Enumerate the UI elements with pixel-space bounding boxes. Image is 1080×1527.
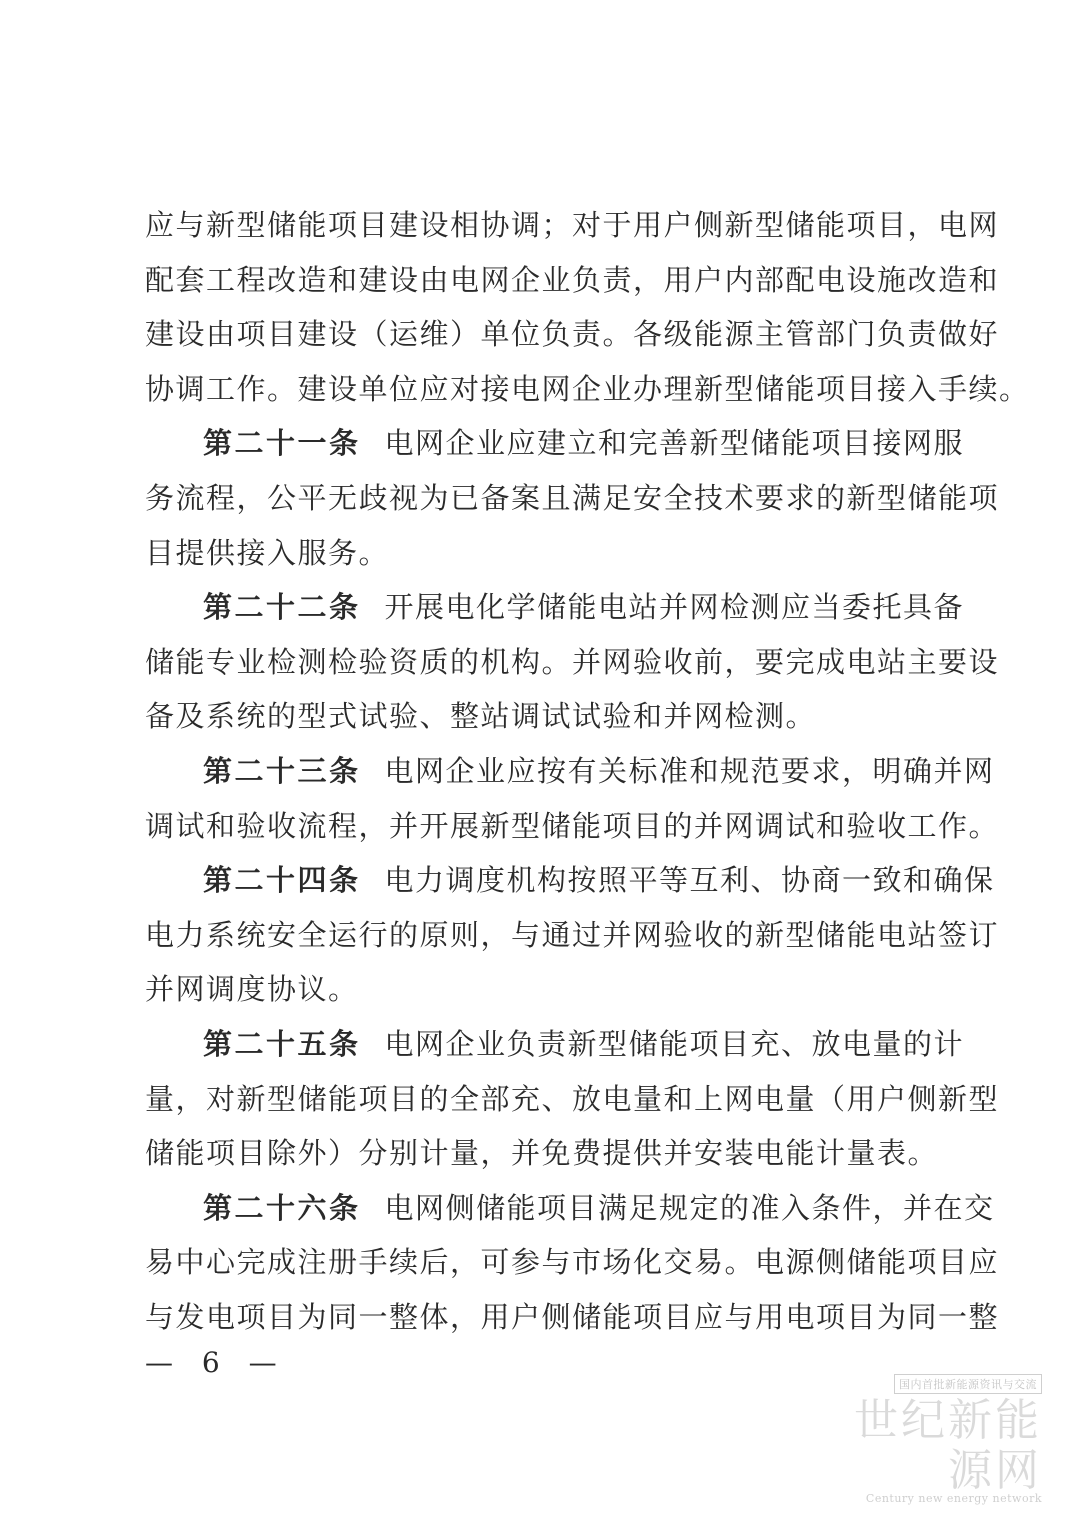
- watermark-subtitle: Century new energy network: [865, 1492, 1042, 1505]
- article-25: [145, 1017, 1000, 1181]
- text-line: 建设由项目建设（运维）单位负责。各级能源主管部门负责做好: [145, 317, 1000, 352]
- text-line: 应与新型储能项目建设相协调；对于用户侧新型储能项目，电网: [145, 208, 1000, 242]
- article-number: 第二十四条: [203, 863, 361, 898]
- text-line: 调试和验收流程，并开展新型储能项目的并网调试和验收工作。: [145, 808, 1000, 843]
- article-24: [145, 853, 1000, 1017]
- text-line: [145, 1181, 995, 1236]
- page-number: — 6 —: [145, 1346, 287, 1379]
- text-line: 易中心完成注册手续后，可参与市场化交易。电源侧储能项目应: [145, 1245, 1000, 1280]
- article-26: [145, 1181, 1000, 1345]
- text-line: [145, 744, 995, 799]
- article-21: [145, 416, 1000, 580]
- text-line: [145, 416, 965, 471]
- text-line: 配套工程改造和建设由电网企业负责，用户内部配电设施改造和: [145, 262, 1000, 297]
- text-line: 务流程，公平无歧视为已备案且满足安全技术要求的新型储能项: [145, 480, 1000, 515]
- text-line: 电力系统安全运行的原则，与通过并网验收的新型储能电站签订: [145, 917, 1000, 952]
- document-body: [145, 198, 1030, 1344]
- text-line: 储能项目除外）分别计量，并免费提供并安装电能计量表。: [145, 1136, 939, 1171]
- article-number: 第二十一条: [203, 426, 361, 461]
- watermark-tagline: 国内首批新能源资讯与交流: [894, 1374, 1042, 1394]
- watermark-logo: [842, 1373, 1042, 1505]
- article-22: [145, 580, 1000, 744]
- text-line: [145, 853, 995, 908]
- article-text: 电网侧储能项目满足规定的准入条件，并在交: [384, 1190, 995, 1225]
- article-text: 电力调度机构按照平等互利、协商一致和确保: [384, 863, 995, 898]
- article-text: 电网企业负责新型储能项目充、放电量的计: [384, 1026, 965, 1061]
- article-text: 电网企业应按有关标准和规范要求，明确并网: [384, 753, 995, 788]
- watermark-name: 世纪新能源网: [854, 1395, 1042, 1496]
- text-line: [145, 580, 965, 635]
- article-number: 第二十二条: [203, 590, 361, 625]
- article-23: [145, 744, 1000, 853]
- article-text: 电网企业应建立和完善新型储能项目接网服: [384, 426, 965, 461]
- article-number: 第二十五条: [203, 1026, 361, 1061]
- text-line: [145, 1017, 965, 1072]
- text-line: 协调工作。建设单位应对接电网企业办理新型储能项目接入手续。: [145, 371, 1030, 406]
- article-text: 开展电化学储能电站并网检测应当委托具备: [384, 590, 965, 625]
- text-line: 并网调度协议。: [145, 972, 359, 1007]
- text-line: 目提供接入服务。: [145, 535, 390, 570]
- article-number: 第二十六条: [203, 1190, 361, 1225]
- text-line: 与发电项目为同一整体，用户侧储能项目应与用电项目为同一整: [145, 1299, 1000, 1334]
- article-number: 第二十三条: [203, 753, 361, 788]
- text-line: 储能专业检测检验资质的机构。并网验收前，要完成电站主要设: [145, 644, 1000, 679]
- text-line: 备及系统的型式试验、整站调试试验和并网检测。: [145, 699, 817, 734]
- text-line: 量，对新型储能项目的全部充、放电量和上网电量（用户侧新型: [145, 1081, 1000, 1116]
- paragraph-continuation: [145, 198, 1030, 416]
